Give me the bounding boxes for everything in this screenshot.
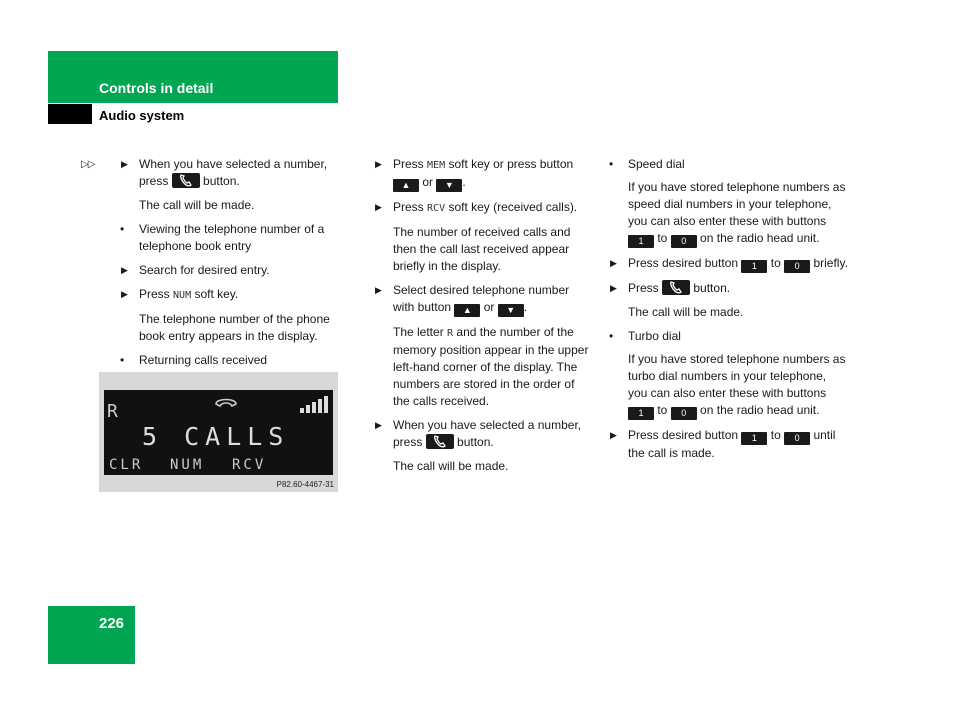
bullet-speed-dial: • Speed dial — [609, 157, 685, 171]
result-text: The call will be made. — [393, 459, 509, 473]
handset-icon — [216, 400, 236, 407]
indicator-letter: R — [107, 401, 118, 422]
figure-credit: P82.60-4467-31 — [276, 480, 334, 489]
step-press-call: ▶ When you have selected a number, press button. — [375, 418, 582, 449]
softkey-clr: CLR — [109, 457, 144, 473]
result-text: The telephone number of the phone book entry appears in the display. — [139, 312, 330, 343]
step-press-phone: ▶ Press button. — [610, 281, 731, 295]
key-1-icon: 1 — [741, 432, 767, 445]
display-screen — [104, 390, 333, 475]
page-number: 226 — [99, 615, 125, 632]
bullet-item: • Returning calls received — [120, 353, 268, 367]
key-1-icon: 1 — [628, 407, 654, 420]
result-text: The call will be made. — [139, 198, 255, 212]
num-softkey-label: NUM — [173, 290, 192, 301]
subsection-marker — [48, 104, 92, 124]
step-arrow-icon: ▶ — [121, 265, 128, 275]
turbo-dial-text: If you have stored telephone numbers as turbo dial numbers in your telephone, you can also enter these with buttons 1 to 0 on the radio head unit. — [628, 352, 846, 418]
step-select: ▶ Select desired telephone number with button ▲ or ▼ . — [375, 283, 570, 315]
continued-marker: ▷▷ — [81, 159, 95, 170]
softkey-rcv: RCV — [232, 457, 267, 473]
key-0-icon: 0 — [784, 260, 810, 273]
step-press-speed: ▶ Press desired button 1 to 0 briefly. — [610, 256, 848, 271]
display-main-text: 5 CALLS — [142, 422, 290, 451]
step-num: ▶ Press NUM soft key. — [121, 287, 239, 301]
up-key-icon: ▲ — [454, 304, 480, 317]
key-0-icon: 0 — [671, 407, 697, 420]
radio-display-figure — [99, 372, 338, 492]
step-arrow-icon: ▶ — [121, 159, 128, 169]
bullet-item: • Viewing the telephone number of a telephone book entry — [120, 222, 325, 253]
up-key-icon: ▲ — [393, 179, 419, 192]
bullet-turbo-dial: • Turbo dial — [609, 329, 681, 343]
speed-dial-text: If you have stored telephone numbers as speed dial numbers in your telephone, you can also enter these with buttons 1 to 0 on the radio head unit. — [628, 180, 846, 246]
key-0-icon: 0 — [784, 432, 810, 445]
mem-softkey-label: MEM — [427, 160, 446, 171]
step-arrow-icon: ▶ — [375, 420, 382, 430]
key-1-icon: 1 — [628, 235, 654, 248]
result-text: The call will be made. — [628, 305, 744, 319]
step-arrow-icon: ▶ — [610, 258, 617, 268]
key-1-icon: 1 — [741, 260, 767, 273]
phone-icon — [662, 280, 690, 295]
step-arrow-icon: ▶ — [610, 430, 617, 440]
step-arrow-icon: ▶ — [375, 285, 382, 295]
step-arrow-icon: ▶ — [121, 289, 128, 299]
down-key-icon: ▼ — [498, 304, 524, 317]
column-1 — [81, 156, 344, 369]
subsection-title: Audio system — [99, 108, 185, 123]
step-select-number: ▷▷ ▶ When you have selected a number, press button. — [81, 157, 328, 188]
step-press-turbo: ▶ Press desired button 1 to 0 until the call is made. — [610, 428, 836, 460]
phone-icon — [426, 434, 454, 449]
column-2 — [375, 156, 593, 475]
result-text: The number of received calls and then the call last received appear briefly in the display. — [393, 225, 571, 273]
step-search: ▶ Search for desired entry. — [121, 263, 270, 277]
step-arrow-icon: ▶ — [375, 202, 382, 212]
down-key-icon: ▼ — [436, 179, 462, 192]
step-mem: ▶ Press MEM soft key or press button ▲ or ▼ . — [375, 157, 574, 190]
step-rcv: ▶ Press RCV soft key (received calls). — [375, 200, 578, 214]
step-arrow-icon: ▶ — [610, 283, 617, 293]
key-0-icon: 0 — [671, 235, 697, 248]
letter-r-label: R — [447, 328, 454, 339]
column-3 — [609, 156, 848, 462]
step-arrow-icon: ▶ — [375, 159, 382, 169]
section-title: Controls in detail — [99, 80, 214, 96]
signal-strength-icon — [300, 396, 328, 413]
phone-icon — [172, 173, 200, 188]
softkey-num: NUM — [170, 457, 205, 473]
result-text: The letter R and the number of the memory position appear in the upper left-hand corner of the display. The numbers are stored in the order of the calls received. — [393, 325, 589, 408]
rcv-softkey-label: RCV — [427, 203, 446, 214]
